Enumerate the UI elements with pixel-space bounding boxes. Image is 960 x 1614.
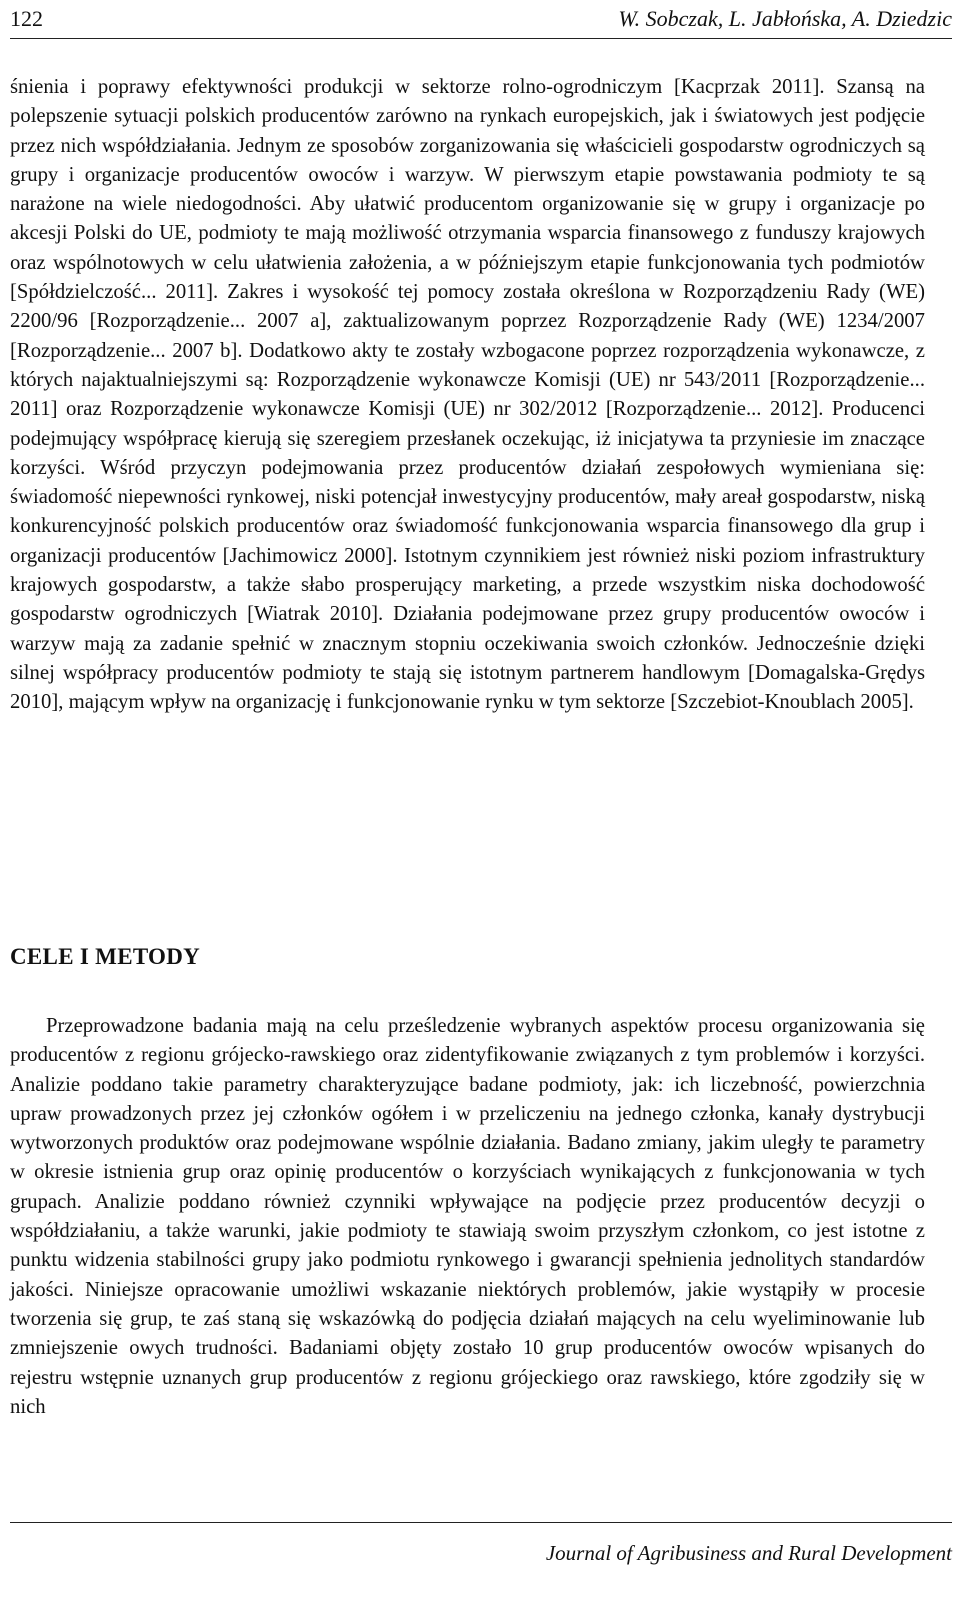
page-header bbox=[10, 6, 952, 39]
page-footer bbox=[10, 1522, 952, 1583]
journal-name: Journal of Agribusiness and Rural Development bbox=[545, 1541, 952, 1565]
body-paragraph: Przeprowadzone badania mają na celu prześledzenie wybranych aspektów procesu organizowania się producentów z regionu grójecko-rawskiego oraz zidentyfikowanie związanych z tym problemów i korzyści. Analizie poddano takie parametry charakteryzujące badane podmioty, jak: ich liczebność, powierzchnia upraw prowadzonych przez jej członków ogółem i w przeliczeniu na jednego członka, kanały dystrybucji wytworzonych produktów oraz podejmowane wspólnie działania. Badano zmiany, jakim uległy te parametry w okresie istnienia grup oraz opinię producentów o korzyściach wynikających z funkcjonowania w tych grupach. Analizie poddano również czynniki wpływające na podjęcie przez producentów decyzji o współdziałaniu, a także warunki, jakie podmioty te stawiają swoim przyszłym członkom, co jest istotne z punktu widzenia stabilności grupy jako podmiotu rynkowego i gwarancji spełnienia jednolitych standardów jakości. Niniejsze opracowanie umożliwi wskazanie niektórych problemów, jakie wystąpiły w procesie tworzenia się grup, te zaś staną się wskazówką do podjęcia działań mających na celu wyeliminowanie lub zmniejszenie owych trudności. Badaniami objęty zostało 10 grup producentów owoców wpisanych do rejestru wstępnie uznanych grup producentów z regionu grójeckiego oraz rawskiego, które zgodziły się w nich bbox=[10, 1015, 925, 1418]
section-heading: CELE I METODY bbox=[10, 944, 201, 969]
body-paragraph: śnienia i poprawy efektywności produkcji w sektorze rolno-ogrodniczym [Kacprzak 2011]. Szansą na polepszenie sytuacji polskich producentów zarówno na rynkach europejskich, jak i światowych jest podjęcie przez nich współdziałania. Jednym ze sposobów zorganizowania się właścicieli gospodarstw ogrodniczych są grupy i organizacje producentów owoców i warzyw. W pierwszym etapie powstawania podmioty te są narażone na wiele niedogodności. Aby ułatwić producentom organizowanie się w grupy i organizacje po akcesji Polski do UE, podmioty te mają możliwość otrzymania wsparcia finansowego z funduszy krajowych oraz wspólnotowych w celu ułatwienia założenia, a w późniejszym etapie funkcjonowania tych podmiotów [Spółdzielczość... 2011]. Zakres i wysokość tej pomocy została określona w Rozporządzeniu Rady (WE) 2200/96 [Rozporządzenie... 2007 a], zaktualizowanym poprzez Rozporządzenie Rady (WE) 1234/2007 [Rozporządzenie... 2007 b]. Dodatkowo akty te zostały wzbogacone poprzez rozporządzenia wykonawcze, z których najaktualniejszymi są: Rozporządzenie wykonawcze Komisji (UE) nr 543/2011 [Rozporządzenie... 2011] oraz Rozporządzenie wykonawcze Komisji (UE) nr 302/2012 [Rozporządzenie... 2012]. Producenci podejmujący współpracę kierują się szeregiem przesłanek oczekując, iż inicjatywa ta przyniesie im znaczące korzyści. Wśród przyczyn podejmowania przez producentów działań zespołowych wymieniana się: świadomość niepewności rynkowej, niski potencjał inwestycyjny producentów, mały areał gospodarstw, niską konkurencyjność polskich producentów oraz świadomość funkcjonowania wsparcia finansowego dla grup i organizacji producentów [Jachimowicz 2000]. Istotnym czynnikiem jest również niski poziom infrastruktury krajowych gospodarstw, a także słabo prosperujący marketing, a przede wszystkim niska dochodowość gospodarstw ogrodniczych [Wiatrak 2010]. Działania podejmowane przez grupy producentów owoców i warzyw mają za zadanie spełnić w znacznym stopniu oczekiwania swoich członków. Jednocześnie dzięki silnej współpracy producentów podmioty te stają się istotnym partnerem handlowym [Domagalska-Grędys 2010], mającym wpływ na organizację i funkcjonowanie rynku w tym sektorze [Szczebiot-Knoublach 2005]. bbox=[10, 76, 925, 714]
page-number: 122 bbox=[10, 6, 43, 31]
running-head-authors: W. Sobczak, L. Jabłońska, A. Dziedzic bbox=[618, 6, 952, 31]
